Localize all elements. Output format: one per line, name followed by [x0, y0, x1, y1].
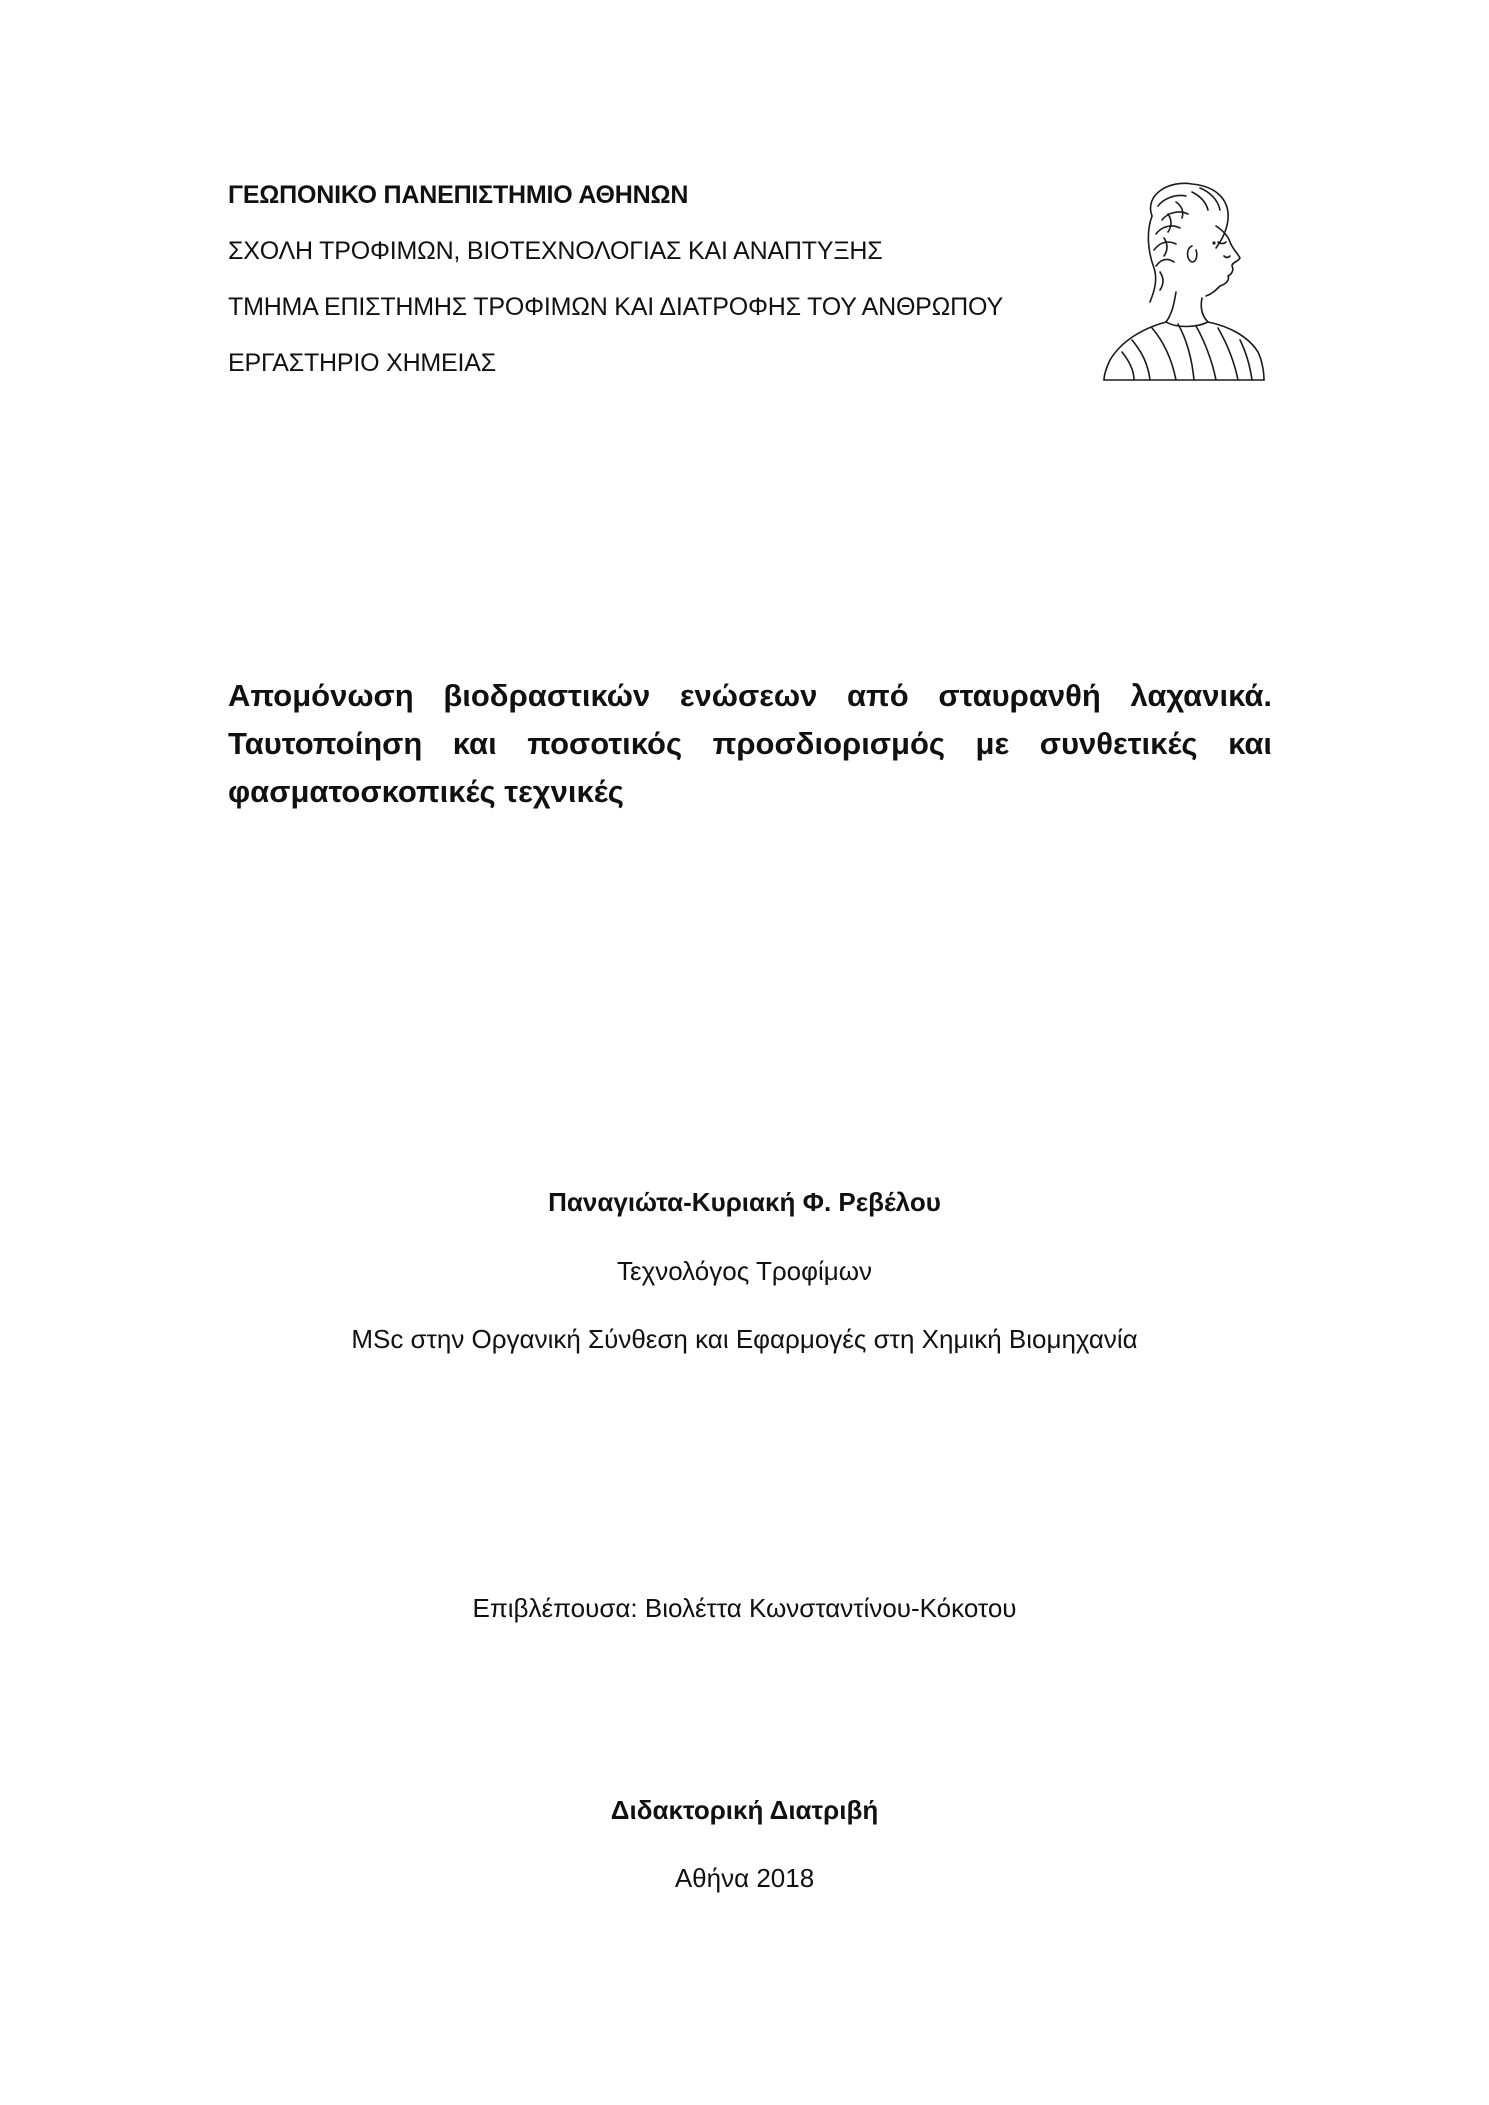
department-name: ΤΜΗΜΑ ΕΠΙΣΤΗΜΗΣ ΤΡΟΦΙΜΩΝ ΚΑΙ ΔΙΑΤΡΟΦΗΣ ΤΟΥ ΑΝΘΡΩΠΟΥ — [228, 293, 1003, 321]
thesis-type: Διδακτορική Διατριβή — [610, 1795, 879, 1825]
thesis-title — [228, 672, 1272, 816]
thesis-title-line-2: Ταυτοποίηση και ποσοτικός προσδιορισμός με συνθετικές και — [228, 726, 1272, 761]
institution-header — [228, 180, 1088, 404]
thesis-title-line-3: φασματοσκοπικές τεχνικές — [228, 774, 624, 809]
supervisor: Επιβλέπουσα: Βιολέττα Κωνσταντίνου-Κόκοτου — [472, 1593, 1017, 1623]
author-name: Παναγιώτα-Κυριακή Φ. Ρεβέλου — [548, 1187, 941, 1217]
school-name: ΣΧΟΛΗ ΤΡΟΦΙΜΩΝ, ΒΙΟΤΕΧΝΟΛΟΓΙΑΣ ΚΑΙ ΑΝΑΠΤΥΞΗΣ — [228, 237, 883, 265]
thesis-title-line-1: Απομόνωση βιοδραστικών ενώσεων από σταυρανθή λαχανικά. — [228, 678, 1272, 713]
university-bust-logo-icon — [1092, 176, 1270, 384]
place-date: Αθήνα 2018 — [674, 1863, 815, 1893]
author-profession: Τεχνολόγος Τροφίμων — [616, 1256, 873, 1286]
author-degree: MSc στην Οργανική Σύνθεση και Εφαρμογές στη Χημική Βιομηχανία — [351, 1324, 1138, 1354]
lab-name: ΕΡΓΑΣΤΗΡΙΟ ΧΗΜΕΙΑΣ — [228, 349, 496, 377]
university-name: ΓΕΩΠΟΝΙΚΟ ΠΑΝΕΠΙΣΤΗΜΙΟ ΑΘΗΝΩΝ — [228, 181, 689, 209]
